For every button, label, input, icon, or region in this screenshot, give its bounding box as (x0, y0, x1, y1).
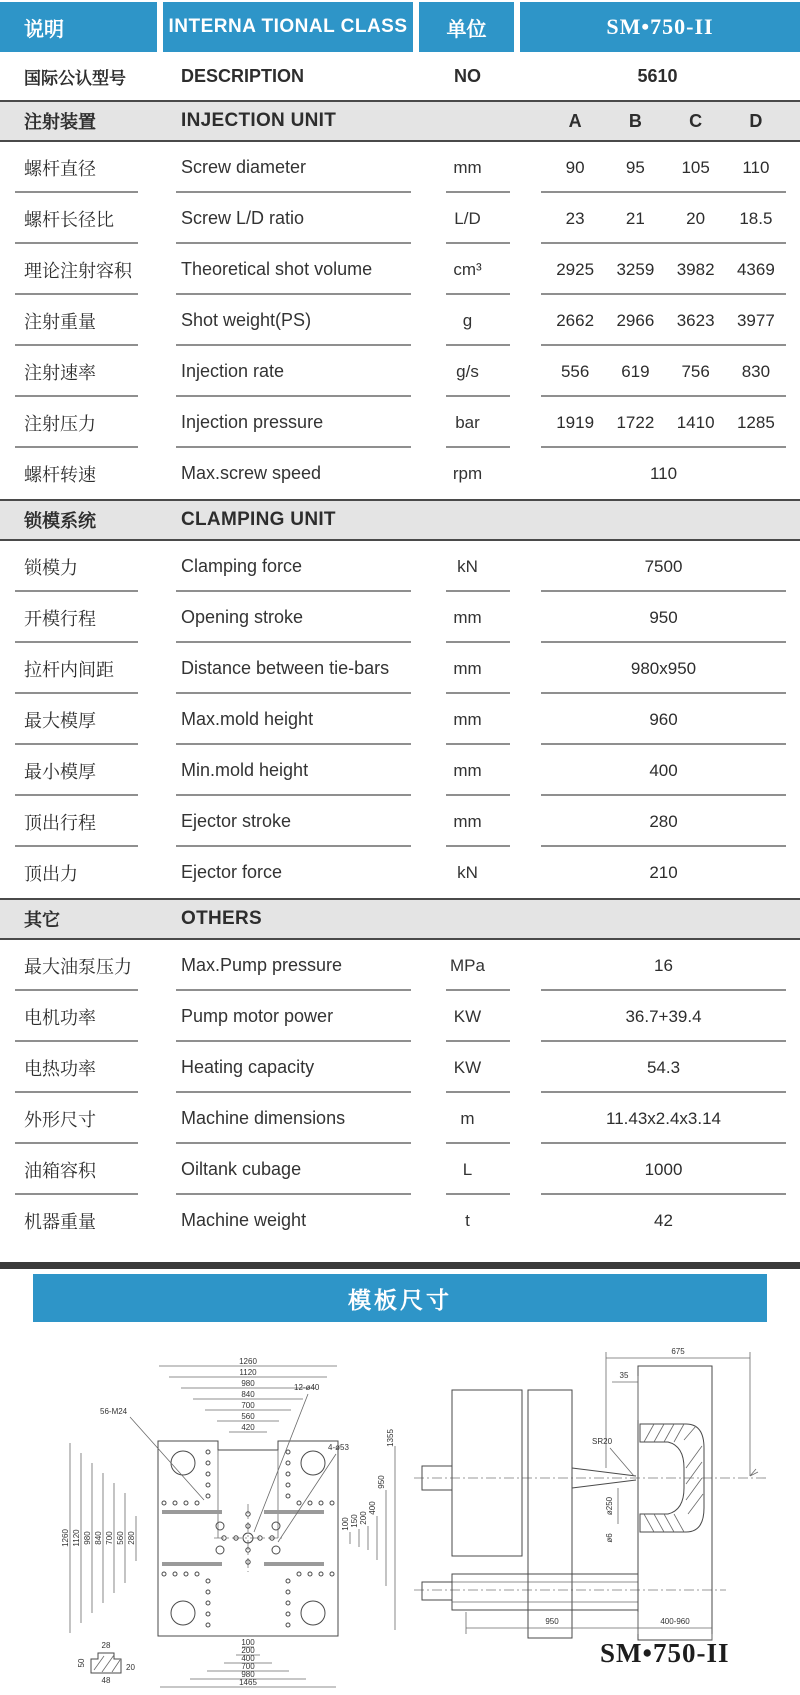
spec-unit: kN (457, 556, 478, 576)
spec-values (515, 1007, 800, 1027)
spec-value: 619 (621, 361, 650, 381)
spec-values (515, 659, 800, 679)
dim-label: ø250 (605, 1496, 614, 1516)
spec-value: 950 (649, 607, 678, 627)
spec-en: Theoretical shot volume (181, 259, 373, 279)
section-header (0, 100, 800, 142)
spec-value: 20 (686, 208, 706, 228)
spec-value: 556 (560, 361, 590, 381)
spec-zh: 最小模厚 (24, 761, 96, 782)
spec-zh: 机器重量 (24, 1211, 96, 1232)
spec-en: Max.screw speed (181, 463, 322, 483)
subheader-en: DESCRIPTION (181, 65, 305, 86)
dim-label: 400-960 (660, 1617, 690, 1626)
dim-label: 100 (241, 1638, 255, 1647)
dim-label: 840 (94, 1531, 103, 1545)
platen-front-drawing (58, 1356, 406, 1692)
spec-value: 23 (565, 208, 585, 228)
bottom-dimension-chain (160, 1638, 336, 1687)
section-header (0, 898, 800, 940)
spec-row (0, 295, 800, 346)
dim-label: 980 (83, 1531, 92, 1545)
spec-en: Max.mold height (181, 709, 314, 729)
spec-zh: 注射重量 (24, 311, 96, 332)
spec-unit: mm (453, 607, 482, 627)
spec-value: 1722 (616, 412, 655, 432)
spec-value: 2662 (556, 310, 595, 330)
spec-value: 42 (654, 1210, 673, 1230)
dim-label: 200 (241, 1646, 255, 1655)
dim-label: 675 (671, 1347, 685, 1356)
spec-value: 18.5 (739, 208, 773, 228)
spec-en: Oiltank cubage (181, 1159, 302, 1179)
spec-value: 7500 (644, 556, 683, 576)
spec-value: 95 (625, 157, 645, 177)
spec-row (0, 1042, 800, 1093)
table-header (0, 2, 800, 52)
spec-unit: MPa (450, 955, 485, 975)
spec-en: Screw L/D ratio (181, 208, 305, 228)
spec-values (515, 956, 800, 976)
dim-label: 700 (105, 1531, 114, 1545)
spec-en: Min.mold height (181, 760, 309, 780)
column-header: C (689, 110, 703, 131)
spec-en: Injection pressure (181, 412, 324, 432)
column-header: A (568, 110, 582, 131)
spec-en: Shot weight(PS) (181, 310, 312, 330)
right-dimension-chain (341, 1429, 395, 1630)
spec-unit: bar (455, 412, 480, 432)
spec-value: 2925 (556, 259, 595, 279)
spec-value: 830 (741, 361, 771, 381)
spec-row (0, 1195, 800, 1246)
spec-zh: 电机功率 (24, 1007, 96, 1028)
spec-value: 105 (681, 157, 710, 177)
section-title-zh: 注射装置 (24, 112, 96, 132)
dim-label: 1120 (72, 1529, 81, 1547)
spec-row (0, 796, 800, 847)
abcd-headers (515, 111, 800, 132)
dim-label: 20 (126, 1663, 135, 1672)
spec-row (0, 142, 800, 193)
spec-value: 280 (649, 811, 678, 831)
platen-drawings (0, 1322, 800, 1693)
spec-unit: L/D (454, 208, 481, 228)
spec-en: Ejector stroke (181, 811, 292, 831)
spec-zh: 最大油泵压力 (24, 956, 132, 977)
dim-label: 400 (368, 1501, 377, 1515)
section-title-en: INJECTION UNIT (181, 110, 337, 131)
spec-zh: 最大模厚 (24, 710, 96, 731)
spec-en: Pump motor power (181, 1006, 334, 1026)
spec-zh: 电热功率 (24, 1058, 96, 1079)
subheader-value: 5610 (637, 65, 678, 86)
spec-values (515, 1211, 800, 1231)
spec-unit: g/s (456, 361, 479, 381)
callout-label: 12-ø40 (294, 1383, 320, 1392)
spec-value: 960 (649, 709, 678, 729)
spec-row (0, 847, 800, 898)
spec-zh: 螺杆长径比 (24, 209, 114, 230)
dim-label: 1465 (239, 1678, 257, 1687)
spec-en: Clamping force (181, 556, 303, 576)
spec-row (0, 991, 800, 1042)
platen-size-banner: 模板尺寸 (33, 1274, 767, 1322)
spec-value: 756 (681, 361, 710, 381)
callouts (100, 1383, 349, 1542)
spec-values (515, 557, 800, 577)
spec-zh: 拉杆内间距 (24, 659, 114, 680)
spec-unit: cm³ (453, 259, 482, 279)
spec-values (515, 311, 800, 331)
section-title-en: OTHERS (181, 908, 262, 929)
spec-row (0, 940, 800, 991)
left-dimension-chain (61, 1443, 136, 1633)
spec-unit: t (465, 1210, 470, 1230)
dim-label: 950 (377, 1475, 386, 1489)
spec-value: 54.3 (646, 1057, 681, 1077)
spec-value: 16 (654, 955, 673, 975)
spec-value: 2966 (616, 310, 655, 330)
dim-label: 28 (101, 1641, 111, 1650)
dim-label: 560 (116, 1531, 125, 1545)
dim-label: 48 (101, 1676, 111, 1685)
section-title-en: CLAMPING UNIT (181, 509, 336, 530)
spec-values (515, 362, 800, 382)
spec-unit: KW (453, 1057, 482, 1077)
spec-value: 110 (649, 463, 678, 483)
dim-label: 1355 (386, 1429, 395, 1447)
column-header: D (749, 110, 763, 131)
spec-row (0, 397, 800, 448)
callout-label: 56-M24 (100, 1407, 128, 1416)
dim-label: 280 (127, 1531, 136, 1545)
dim-label: ø6 (605, 1533, 614, 1543)
spec-values (515, 710, 800, 730)
dim-label: 420 (241, 1423, 255, 1432)
spec-unit: L (462, 1159, 473, 1179)
spec-en: Screw diameter (181, 157, 307, 177)
dim-label: 200 (359, 1511, 368, 1525)
spec-zh: 注射速率 (24, 362, 96, 383)
spec-unit: mm (453, 157, 482, 177)
spec-zh: 开模行程 (24, 608, 96, 629)
callout-label: 4-ø53 (328, 1443, 349, 1452)
spec-unit: rpm (452, 463, 483, 483)
spec-unit: mm (453, 760, 482, 780)
section-header (0, 499, 800, 541)
spec-value: 3623 (676, 310, 715, 330)
spec-unit: m (460, 1108, 475, 1128)
spec-zh: 顶出力 (24, 863, 78, 884)
spec-value: 3977 (736, 310, 775, 330)
spec-zh: 油箱容积 (24, 1160, 96, 1181)
dim-label: 1260 (239, 1357, 257, 1366)
spec-en: Injection rate (181, 361, 285, 381)
spec-zh: 螺杆转速 (24, 464, 96, 485)
spec-unit: mm (453, 811, 482, 831)
spec-value: 400 (649, 760, 678, 780)
spec-value: 110 (742, 157, 770, 177)
spec-row (0, 1144, 800, 1195)
spec-value: 3259 (616, 259, 655, 279)
header-cell-unit: 单位 (419, 2, 514, 52)
spec-values (515, 413, 800, 433)
spec-values (515, 209, 800, 229)
spec-values (515, 761, 800, 781)
spec-values (515, 812, 800, 832)
model-caption: SM•750-II (600, 1638, 730, 1668)
spec-en: Heating capacity (181, 1057, 315, 1077)
dim-label: 700 (241, 1662, 255, 1671)
spec-zh: 螺杆直径 (24, 158, 96, 179)
dim-label: SR20 (592, 1437, 613, 1446)
spec-en: Machine weight (181, 1210, 307, 1230)
spec-row (0, 346, 800, 397)
spec-row (0, 541, 800, 592)
dim-label: 560 (241, 1412, 255, 1421)
side-bottom-dims (466, 1612, 712, 1640)
section-title-zh: 锁模系统 (24, 511, 96, 531)
spec-zh: 理论注射容积 (24, 260, 132, 281)
dim-label: 35 (619, 1371, 629, 1380)
dim-label: 980 (241, 1379, 255, 1388)
dim-label: 950 (545, 1617, 559, 1626)
spec-values (515, 464, 800, 484)
spec-values (515, 260, 800, 280)
spec-en: Opening stroke (181, 607, 304, 627)
spec-row (0, 643, 800, 694)
spec-en: Max.Pump pressure (181, 955, 343, 975)
spec-unit: KW (453, 1006, 482, 1026)
spec-en: Ejector force (181, 862, 283, 882)
spec-en: Machine dimensions (181, 1108, 346, 1128)
spec-value: 21 (625, 208, 645, 228)
top-dimension-chain (159, 1357, 337, 1432)
spec-unit: kN (457, 862, 478, 882)
section-title-zh: 其它 (24, 910, 60, 930)
dim-label: 700 (241, 1401, 255, 1410)
ejector-hole-pattern (214, 1504, 282, 1572)
spec-value: 4369 (736, 259, 775, 279)
spec-values (515, 863, 800, 883)
spec-zh: 锁模力 (24, 557, 78, 578)
spec-unit: g (462, 310, 473, 330)
spec-value: 980x950 (630, 658, 697, 678)
spec-zh: 顶出行程 (24, 812, 96, 833)
dim-label: 980 (241, 1670, 255, 1679)
spec-value: 11.43x2.4x3.14 (606, 1108, 721, 1128)
bolt-holes (162, 1450, 334, 1627)
spec-values (515, 1109, 800, 1129)
dim-label: 1260 (61, 1529, 70, 1547)
dim-label: 150 (350, 1514, 359, 1528)
spec-unit: mm (453, 709, 482, 729)
spec-unit: mm (453, 658, 482, 678)
nozzle-labels (592, 1437, 634, 1543)
spec-row (0, 1093, 800, 1144)
subheader-no: NO (454, 65, 481, 86)
spec-row (0, 193, 800, 244)
platen-side-drawing (406, 1338, 776, 1653)
spec-values (515, 608, 800, 628)
spec-value: 1410 (676, 412, 715, 432)
spec-row (0, 694, 800, 745)
header-cell-class: INTERNA TIONAL CLASS (163, 2, 413, 52)
spec-row (0, 592, 800, 643)
spec-values (515, 1160, 800, 1180)
spec-value: 1000 (644, 1159, 683, 1179)
spec-value: 1285 (736, 412, 775, 432)
spec-value: 90 (565, 157, 585, 177)
dim-label: 100 (341, 1517, 350, 1531)
header-cell-zh: 说明 (0, 2, 157, 52)
spec-values (515, 158, 800, 178)
spec-en: Distance between tie-bars (181, 658, 390, 678)
spec-table (0, 100, 800, 1246)
spec-values (515, 1058, 800, 1078)
spec-value: 210 (649, 862, 678, 882)
spec-value: 36.7+39.4 (625, 1006, 702, 1026)
tslot-detail (77, 1641, 135, 1685)
spec-value: 3982 (676, 259, 715, 279)
dark-divider (0, 1262, 800, 1269)
spec-row (0, 745, 800, 796)
subheader-zh: 国际公认型号 (24, 68, 126, 88)
header-cell-model: SM•750-II (520, 2, 800, 52)
spec-row (0, 244, 800, 295)
spec-zh: 外形尺寸 (24, 1109, 96, 1130)
spec-row (0, 448, 800, 499)
spec-value: 1919 (556, 412, 595, 432)
subheader-row (0, 52, 800, 100)
dim-label: 840 (241, 1390, 255, 1399)
spec-zh: 注射压力 (24, 413, 96, 434)
dim-label: 50 (77, 1658, 86, 1668)
dim-label: 400 (241, 1654, 255, 1663)
dim-label: 1120 (239, 1368, 257, 1377)
column-header: B (628, 110, 642, 131)
